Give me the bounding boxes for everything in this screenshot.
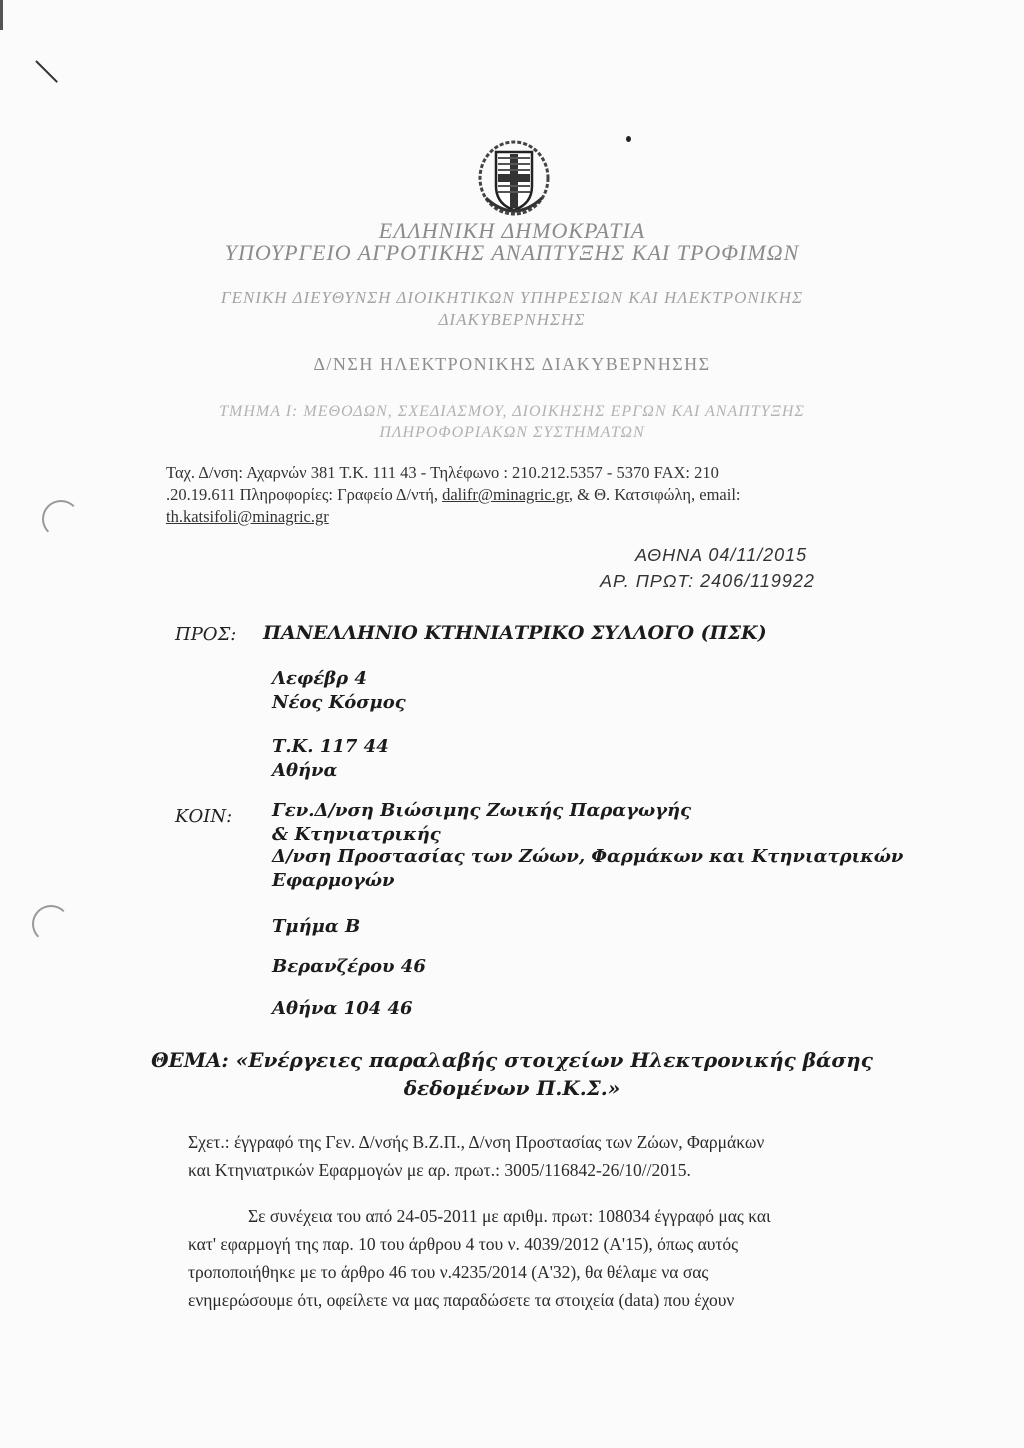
greek-coat-of-arms-icon [472, 138, 556, 222]
cc-line: Δ/νση Προστασίας των Ζώων, Φαρμάκων και Κτηνιατρικών [272, 846, 904, 867]
contact-info-line [166, 484, 741, 506]
ink-dot-mark [626, 136, 631, 142]
paragraph-line: Σε συνέχεια του από 24-05-2011 με αριθμ. πρωτ: 108034 έγγραφό μας και [248, 1206, 771, 1226]
recipient-street: Λεφέβρ 4 [272, 668, 367, 689]
cc-department: Τμήμα Β [272, 916, 361, 937]
contact-email-line [166, 506, 329, 528]
issuer-department-cont: ΠΛΗΡΟΦΟΡΙΑΚΩΝ ΣΥΣΤΗΜΑΤΩΝ [379, 424, 645, 441]
recipient-city: Αθήνα [272, 760, 338, 781]
scan-edge-mark [0, 0, 3, 30]
subject-line-cont: δεδομένων Π.Κ.Σ.» [403, 1076, 621, 1100]
recipient-label: ΠΡΟΣ: [175, 624, 237, 645]
cc-line: Εφαρμογών [272, 870, 395, 891]
punch-hole-mark [42, 500, 80, 538]
email-link-director[interactable]: dalifr@minagric.gr [442, 485, 569, 504]
paragraph-line: κατ' εφαρμογή της παρ. 10 του άρθρου 4 του ν. 4039/2012 (Α'15), όπως αυτός [188, 1234, 739, 1254]
issuer-directorate: Δ/ΝΣΗ ΗΛΕΚΤΡΟΝΙΚΗΣ ΔΙΑΚΥΒΕΡΝΗΣΗΣ [313, 354, 711, 374]
cc-label: ΚΟΙΝ: [175, 806, 233, 827]
document-date: ΑΘΗΝΑ 04/11/2015 [635, 545, 808, 565]
issuer-department: ΤΜΗΜΑ Ι: ΜΕΘΟΔΩΝ, ΣΧΕΔΙΑΣΜΟΥ, ΔΙΟΙΚΗΣΗΣ ΕΡΓΩΝ ΚΑΙ ΑΝΑΠΤΥΞΗΣ [219, 403, 805, 420]
email-link-katsifoli[interactable]: th.katsifoli@minagric.gr [166, 507, 329, 526]
recipient-postal-code: Τ.Κ. 117 44 [272, 736, 389, 757]
cc-city: Αθήνα 104 46 [272, 998, 413, 1019]
reference-line: Σχετ.: έγγραφό της Γεν. Δ/νσής Β.Ζ.Π., Δ/νση Προστασίας των Ζώων, Φαρμάκων [188, 1132, 765, 1152]
contact-phone-fragment: .20.19.611 Πληροφορίες: Γραφείο Δ/ντή, [166, 485, 443, 504]
recipient-area: Νέος Κόσμος [272, 692, 406, 713]
reference-line: και Κτηνιατρικών Εφαρμογών με αρ. πρωτ.: 3005/116842-26/10//2015. [188, 1160, 691, 1180]
cc-street: Βερανζέρου 46 [272, 956, 426, 977]
issuer-general-directorate: ΓΕΝΙΚΗ ΔΙΕΥΘΥΝΣΗ ΔΙΟΙΚΗΤΙΚΩΝ ΥΠΗΡΕΣΙΩΝ ΚΑΙ ΗΛΕΚΤΡΟΝΙΚΗΣ [220, 288, 804, 307]
issuer-ministry: ΥΠΟΥΡΓΕΙΟ ΑΓΡΟΤΙΚΗΣ ΑΝΑΠΤΥΞΗΣ ΚΑΙ ΤΡΟΦΙΜΩΝ [224, 240, 800, 265]
issuer-general-directorate-cont: ΔΙΑΚΥΒΕΡΝΗΣΗΣ [438, 310, 586, 329]
cc-line: Γεν.Δ/νση Βιώσιμης Ζωικής Παραγωγής [272, 800, 692, 821]
issuer-republic: ΕΛΛΗΝΙΚΗ ΔΗΜΟΚΡΑΤΙΑ [378, 218, 646, 243]
punch-hole-mark [32, 905, 70, 943]
recipient-name: ΠΑΝΕΛΛΗΝΙΟ ΚΤΗΝΙΑΤΡΙΚΟ ΣΥΛΛΟΓΟ (ΠΣΚ) [263, 622, 767, 644]
contact-person-fragment: , & Θ. Κατσιφώλη, email: [568, 485, 741, 504]
pen-scratch-mark [35, 60, 58, 83]
cc-line: & Κτηνιατρικής [272, 824, 441, 845]
subject-line: ΘΕΜΑ: «Ενέργειες παραλαβής στοιχείων Ηλεκτρονικής βάσης [151, 1048, 873, 1072]
paragraph-line: ενημερώσουμε ότι, οφείλετε να μας παραδώσετε τα στοιχεία (data) που έχουν [188, 1290, 735, 1310]
protocol-number: ΑΡ. ΠΡΩΤ: 2406/119922 [600, 571, 815, 591]
contact-address-line: Ταχ. Δ/νση: Αχαρνών 381 Τ.Κ. 111 43 - Τηλέφωνο : 210.212.5357 - 5370 FAX: 210 [166, 463, 719, 482]
date-protocol-block [600, 542, 815, 594]
paragraph-line: τροποποιήθηκε με το άρθρο 46 του ν.4235/2014 (Α'32), θα θέλαμε να σας [188, 1262, 709, 1282]
